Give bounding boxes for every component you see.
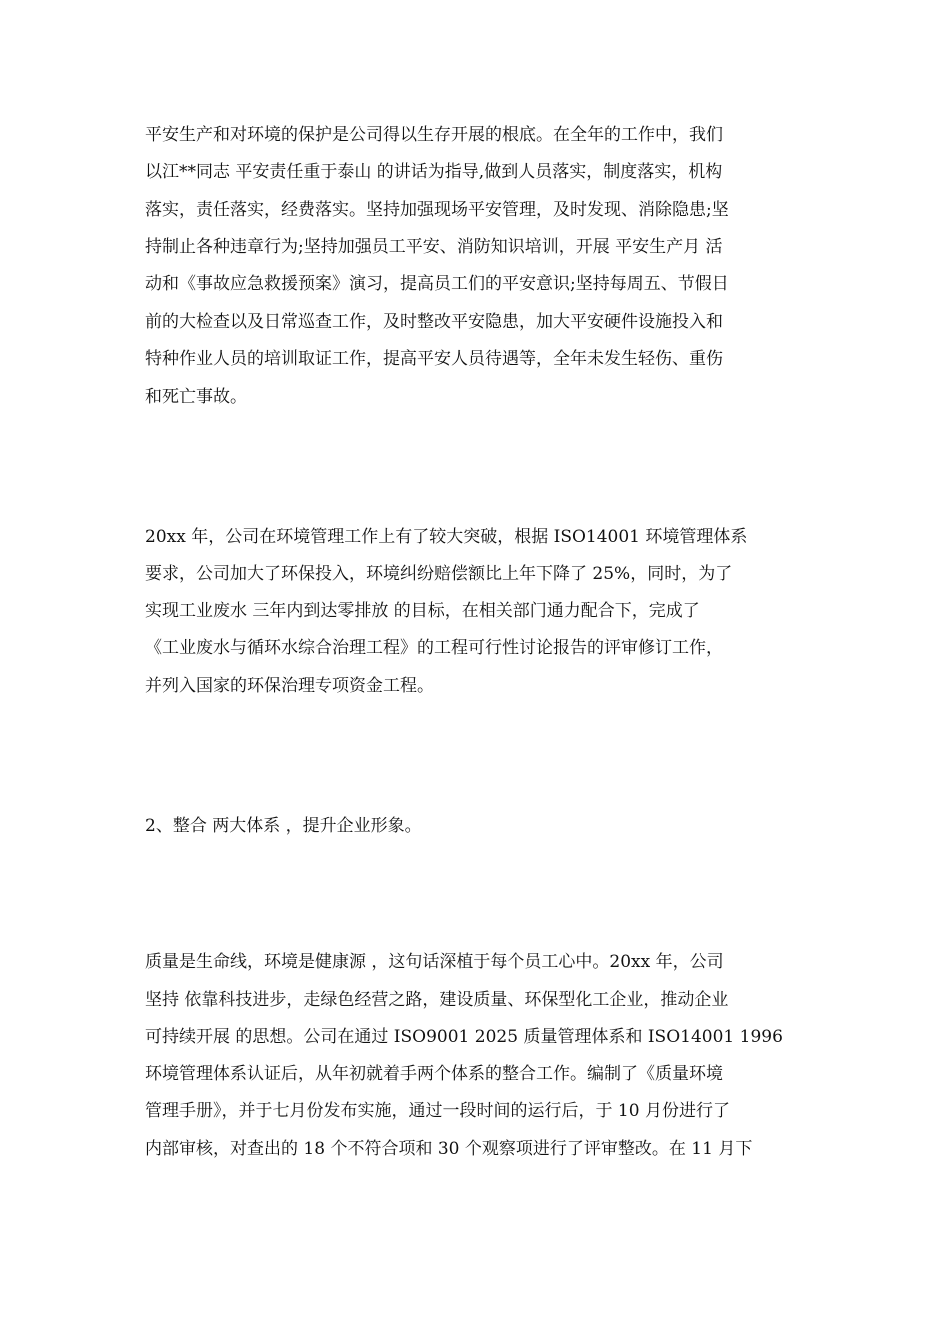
text-line: 20xx 年，公司在环境管理工作上有了较大突破，根据 ISO14001 环境管理体系 — [145, 527, 748, 547]
text-line: 和死亡事故。 — [145, 387, 247, 407]
heading-line: 2、整合 两大体系 ，提升企业形象。 — [145, 816, 422, 836]
text-line: 内部审核，对查出的 18 个不符合项和 30 个观察项进行了评审整改。在 11 月下 — [145, 1139, 753, 1159]
text-line: 《工业废水与循环水综合治理工程》的工程可行性讨论报告的评审修订工作， — [145, 638, 723, 658]
text-line: 管理手册》，并于七月份发布实施，通过一段时间的运行后，于 10 月份进行了 — [145, 1101, 730, 1121]
text-line: 要求，公司加大了环保投入，环境纠纷赔偿额比上年下降了 25%，同时，为了 — [145, 564, 733, 584]
text-line: 动和《事故应急救援预案》演习，提高员工们的平安意识;坚持每周五、节假日 — [145, 274, 729, 294]
text-line: 质量是生命线，环境是健康源 ，这句话深植于每个员工心中。20xx 年，公司 — [145, 952, 724, 972]
text-line: 前的大检查以及日常巡查工作，及时整改平安隐患，加大平安硬件设施投入和 — [145, 312, 723, 332]
text-line: 坚持 依靠科技进步，走绿色经营之路，建设质量、环保型化工企业，推动企业 — [145, 990, 729, 1010]
text-line: 环境管理体系认证后，从年初就着手两个体系的整合工作。编制了《质量环境 — [145, 1064, 723, 1084]
text-line: 并列入国家的环保治理专项资金工程。 — [145, 676, 434, 696]
text-line: 平安生产和对环境的保护是公司得以生存开展的根底。在全年的工作中，我们 — [145, 125, 723, 145]
text-line: 特种作业人员的培训取证工作，提高平安人员待遇等，全年未发生轻伤、重伤 — [145, 349, 723, 369]
text-line: 以江**同志 平安责任重于泰山 的讲话为指导,做到人员落实，制度落实，机构 — [145, 162, 723, 182]
text-line: 持制止各种违章行为;坚持加强员工平安、消防知识培训，开展 平安生产月 活 — [145, 237, 723, 257]
text-line: 可持续开展 的思想。公司在通过 ISO9001 2025 质量管理体系和 ISO14001 1996 — [145, 1027, 783, 1047]
text-line: 落实，责任落实，经费落实。坚持加强现场平安管理，及时发现、消除隐患;坚 — [145, 200, 729, 220]
text-line: 实现工业废水 三年内到达零排放 的目标，在相关部门通力配合下，完成了 — [145, 601, 700, 621]
